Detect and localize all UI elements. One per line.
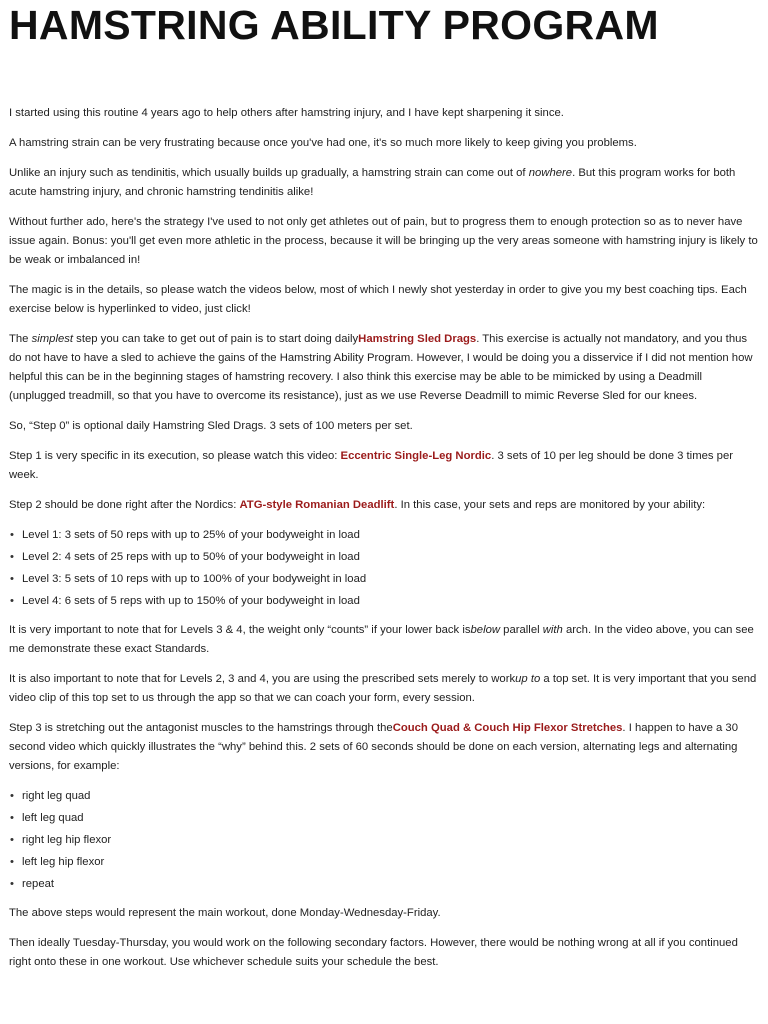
list-item: • right leg hip flexor xyxy=(22,831,760,850)
list-item: • Level 2: 4 sets of 25 reps with up to 50% of your bodyweight in load xyxy=(22,548,760,567)
stretches-list xyxy=(9,787,760,894)
paragraph-main-workout: The above steps would represent the main workout, done Monday-Wednesday-Friday. xyxy=(9,907,441,919)
paragraph-intro: I started using this routine 4 years ago to help others after hamstring injury, and I have kept sharpening it since. xyxy=(9,107,564,119)
paragraph-sled-drags: The simplest step you can take to get out of pain is to start doing dailyHamstring Sled Drags. This exercise is actually not mandatory, and you thus do not have to have a sled to achieve the gains of the Hamstring Ability Program. However, I would be doing you a disservice if I did not mention how helpful this can be in the beginning stages of hamstring recovery. I also think this exercise may be able to be mimicked by using a Deadmill (unplugged treadmill, so that you have to overcome its resistance), just as we use Reverse Deadmill to mimic Reverse Sled for our knees. xyxy=(9,333,753,402)
paragraph-strategy: Without further ado, here's the strategy I've used to not only get athletes out of pain, but to progress them to enough protection so as to never have issue again. Bonus: you'll get even more athletic in the process, because it will be bringing up the very areas someone with hamstring injury is likely to be weak or imbalanced in! xyxy=(9,216,758,266)
list-item: • left leg quad xyxy=(22,809,760,828)
article-body xyxy=(9,104,760,972)
paragraph-secondary: Then ideally Tuesday-Thursday, you would work on the following secondary factors. However, there would be nothing wrong at all if you continued right onto these in one workout. Use whichever schedule suits your schedule the best. xyxy=(9,937,738,968)
paragraph-details: The magic is in the details, so please watch the videos below, most of which I newly shot yesterday in order to give you my best coaching tips. Each exercise below is hyperlinked to video, just click! xyxy=(9,284,747,315)
atg-romanian-deadlift-link[interactable]: ATG-style Romanian Deadlift xyxy=(239,499,395,511)
eccentric-single-leg-nordic-link[interactable]: Eccentric Single-Leg Nordic xyxy=(340,450,492,462)
page-title: HAMSTRING ABILITY PROGRAM xyxy=(9,2,659,48)
paragraph-step-0: So, “Step 0” is optional daily Hamstring Sled Drags. 3 sets of 100 meters per set. xyxy=(9,420,413,432)
list-item: • left leg hip flexor xyxy=(22,853,760,872)
levels-list xyxy=(9,526,760,611)
list-item: • Level 4: 6 sets of 5 reps with up to 150% of your bodyweight in load xyxy=(22,592,760,611)
list-item: • right leg quad xyxy=(22,787,760,806)
paragraph-step-3: Step 3 is stretching out the antagonist muscles to the hamstrings through theCouch Quad & Couch Hip Flexor Stretches. I happen to have a 30 second video which quickly illustrates the “why” behind this. 2 sets of 60 seconds should be done on each version, alternating legs and alternating versions, for example: xyxy=(9,722,738,772)
paragraph-top-set: It is also important to note that for Levels 2, 3 and 4, you are using the prescribed sets merely to workup to a top set. It is very important that you send video clip of this top set to us through the app so that we can coach your form, every session. xyxy=(9,673,757,704)
paragraph-step-2: Step 2 should be done right after the Nordics: ATG-style Romanian Deadlift. In this case, your sets and reps are monitored by your ability: xyxy=(9,499,706,511)
paragraph-step-1: Step 1 is very specific in its execution, so please watch this video: Eccentric Single-Leg Nordic. 3 sets of 10 per leg should be done 3 times per week. xyxy=(9,450,733,481)
list-item: • repeat xyxy=(22,875,760,894)
list-item: • Level 3: 5 sets of 10 reps with up to 100% of your bodyweight in load xyxy=(22,570,760,589)
list-item: • Level 1: 3 sets of 50 reps with up to 25% of your bodyweight in load xyxy=(22,526,760,545)
paragraph-strain: A hamstring strain can be very frustrating because once you've had one, it's so much more likely to keep giving you problems. xyxy=(9,137,637,149)
couch-stretches-link[interactable]: Couch Quad & Couch Hip Flexor Stretches xyxy=(392,722,623,734)
paragraph-tendinitis: Unlike an injury such as tendinitis, which usually builds up gradually, a hamstring strain can come out of nowhere. But this program works for both acute hamstring injury, and chronic hamstring tendinitis alike! xyxy=(9,167,736,198)
hamstring-sled-drags-link[interactable]: Hamstring Sled Drags xyxy=(358,333,477,345)
paragraph-levels-note: It is very important to note that for Levels 3 & 4, the weight only “counts” if your lower back isbelow parallel with arch. In the video above, you can see me demonstrate these exact Standards. xyxy=(9,624,754,655)
